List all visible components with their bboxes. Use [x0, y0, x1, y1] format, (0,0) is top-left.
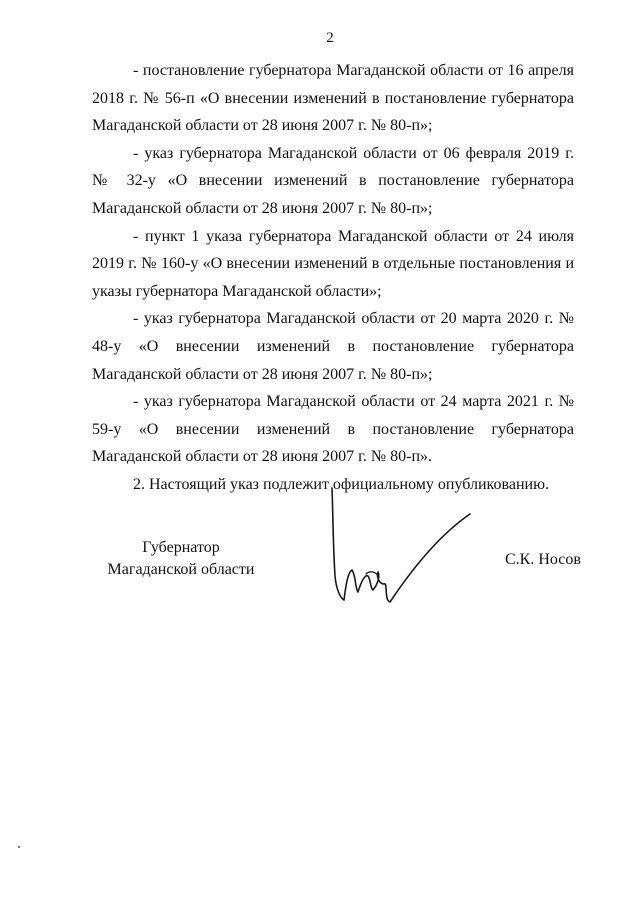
- signer-position-line1: Губернатор: [142, 539, 220, 556]
- list-item-decree-2019-160: - пункт 1 указа губернатора Магаданской области от 24 июля 2019 г. № 160-у «О внесении изменений в отдельные постановления и указы губернатора Магаданской области»;: [92, 227, 574, 300]
- list-item-decree-2020-48: - указ губернатора Магаданской области от 20 марта 2020 г. № 48-у «О внесении изменений в постановление губернатора Магаданской области от 28 июня 2007 г. № 80-п»;: [92, 310, 574, 383]
- handwritten-signature: [318, 484, 478, 614]
- publication-clause: 2. Настоящий указ подлежит официальному опубликованию.: [133, 475, 550, 493]
- signer-position-line2: Магаданской области: [107, 561, 255, 578]
- signer-position: [106, 537, 256, 581]
- document-body: [92, 57, 574, 499]
- signer-name: С.К. Носов: [505, 551, 581, 568]
- list-item-resolution-2018: - постановление губернатора Магаданской области от 16 апреля 2018 г. № 56-п «О внесении изменений в постановление губернатора Магаданской области от 28 июня 2007 г. № 80-п»;: [92, 62, 574, 135]
- list-item-decree-2021-59: - указ губернатора Магаданской области от 24 марта 2021 г. № 59-у «О внесении изменений в постановление губернатора Магаданской области от 28 июня 2007 г. № 80-п».: [92, 393, 574, 466]
- page-number: 2: [326, 30, 334, 46]
- list-item-decree-2019-32: - указ губернатора Магаданской области от 06 февраля 2019 г. № 32-у «О внесении изменений в постановление губернатора Магаданской области от 28 июня 2007 г. № 80-п»;: [92, 144, 574, 217]
- scan-artifact-dot: [18, 846, 20, 848]
